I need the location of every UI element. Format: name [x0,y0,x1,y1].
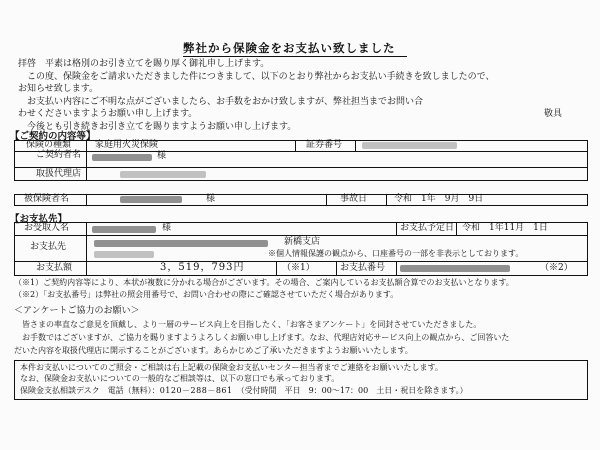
phone-number[interactable]: 0120－288－861 [159,386,233,395]
payee-label: お受取人名 [24,223,70,233]
contract-col-divider [295,140,296,151]
payment-amount-value: 3，519，793円 [160,262,245,273]
payee-name-redacted [92,226,156,233]
payment-col-divider [396,222,397,235]
survey-line-3: だいた内容を取扱代理店に開示することがございます。あらかじめご了承いただきますようお願いいたします。 [14,346,413,355]
payment-number-redacted [400,265,510,272]
insured-col-divider [86,194,87,206]
insurance-type-label: 保険の種類 [26,140,72,150]
payment-date-value: 令和 1年11月 1日 [462,223,548,233]
letter-line-2: この度、保険金をご請求いただきました件につきまして、以下のとおり弊社からお支払い手続きを致しましたので、 [18,72,495,82]
contract-section-heading: 【ご契約の内容等】 [10,131,96,142]
contact-line-3 [20,386,468,396]
bank-name-redacted [94,240,268,247]
privacy-note: ※個人情報保護の観点から、口座番号の一部を非表示としております。 [268,249,524,258]
contact-line-2: なお、保険金お支払いについての一般的なご相談等は、以下の窓口でも承っております。 [20,374,340,383]
payment-number-label: お支払番号 [340,263,386,273]
payee-suffix: 様 [162,223,172,233]
agency-name-redacted [120,171,206,178]
insured-label: 被保険者名 [24,194,70,204]
payment-number-note: （※2） [540,263,573,273]
payment-date-label: お支払予定日 [400,223,455,233]
payment-col-divider [396,261,397,276]
payment-col-divider [336,261,337,276]
document-title: 弊社から保険金をお支払い致しました [183,41,396,55]
survey-line-1: 皆さまの率直なご意見を頂戴し、より一層のサービス向上を目指したく、「お客さまアンケート」を同封させていただきました。 [14,320,482,329]
policy-number-label: 証券番号 [306,140,343,150]
survey-heading: ＜アンケートご協力のお願い＞ [14,306,140,316]
insured-col-divider [326,194,327,206]
payment-row-divider [14,235,588,236]
survey-line-2: お手数ではございますが、ご協力を賜りますようよろしくお願い申し上げます。なお、代理店対応サービス向上の観点から、ご回答いた [14,333,510,342]
payment-section-heading: 【お支払先】 [10,214,68,225]
payment-destination-label: お支払先 [30,242,67,252]
contract-holder-suffix: 様 [157,151,167,161]
phone-label: 電話（無料）： [107,386,160,395]
note-2: （※2）「お支払番号」は弊社の照会用番号で、お問い合わせの際にご確認させていただく場合があります。 [14,290,399,299]
insured-table [14,194,588,206]
insurance-type-value: 家庭用火災保険 [95,140,159,150]
contact-line-1: 本件お支払いについてのご照会・ご相談は右上記載の保険金お支払いセンター担当者までご連絡をお願いいたします。 [20,363,443,372]
letter-closing: 敬具 [544,109,563,119]
payment-col-divider [456,222,457,235]
contract-row-divider [14,151,588,152]
accident-date-label: 事故日 [340,194,368,204]
agency-label: 取扱代理店 [36,169,82,179]
accident-date-value: 令和 1年 9月 9日 [394,194,484,204]
insured-name-redacted [120,196,182,203]
insured-suffix: 様 [206,194,216,204]
payment-col-divider [86,222,87,276]
payment-amount-label: お支払額 [36,263,73,273]
contract-col-divider [355,140,356,151]
letter-line-1: 拝啓 平素は格別のお引き立てを賜り厚く御礼申し上げます。 [18,59,270,69]
bank-branch: 新橋支店 [284,237,321,247]
contract-holder-redacted [92,154,152,161]
letter-line-6: 今後とも引き続きお引き立てを賜りますようお願い申し上げます。 [18,122,297,132]
letter-line-5: わせくださいますようお願い申し上げます。 [18,109,198,119]
contract-col-divider [86,140,87,181]
payment-amount-note: （※1） [282,263,315,273]
payment-row-divider [14,261,588,262]
payment-col-divider [276,261,277,276]
policy-number-redacted [362,142,457,149]
title-underline [183,56,407,57]
contract-holder-label: ご契約者名 [36,150,82,160]
letter-line-4: お支払い内容にご不明な点がございましたら、お手数をおかけ致しますが、弊社担当までお問い合 [18,97,424,107]
reception-hours: （受付時間 平日 9：00～17：00 土日・祝日を除きます。） [240,386,468,395]
consultation-desk-name: 保険金支払相談デスク [20,386,100,395]
letter-line-3: お知らせ致します。 [18,84,99,94]
insured-col-divider [386,194,387,206]
account-redacted [94,251,154,258]
contract-row-divider [14,167,588,168]
note-1: （※1）ご契約内容等により、本状が複数に分かれる場合がございます。その場合、ご案内しているお支払額合算でのお支払いとなります。 [14,278,514,287]
